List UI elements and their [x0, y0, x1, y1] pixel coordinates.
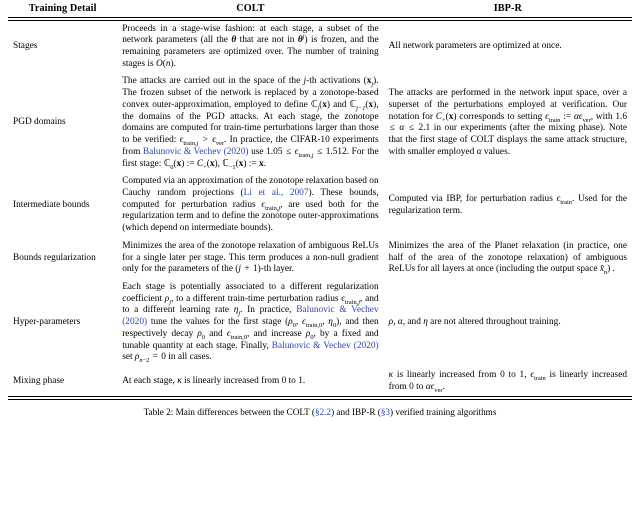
citation-balunovic-vechev[interactable]: Balunovic & Vechev (2020): [271, 340, 379, 351]
cell-mixing-phase-colt: At each stage, κ is linearly increased from 0 to 1.: [122, 375, 306, 386]
rule-top: [8, 17, 632, 18]
cell-pgd-domains-ibpr: The attacks are performed in the network input space, over a superset of the perturbations employed at verification. Our notation for $C_+(x)$ corresponds to setting $\epsilon_{train}$ := $\alpha\epsilon_{ver}$, with 1.6 ≤ α ≤ 2.1 in our experiments (after the mixing phase). Note that the first stage of COLT displays the same attack structure, with smaller employed α values.: [388, 88, 628, 157]
table-container: [8, 0, 632, 396]
comparison-table-body: [8, 21, 632, 397]
header-row: [8, 2, 632, 17]
citation-li-et-al[interactable]: Li et al., 2007: [243, 187, 309, 198]
caption-prefix: Table 2:: [143, 407, 174, 418]
rule-top: [8, 396, 632, 397]
cell-intermediate-bounds-colt: Computed via an approximation of the zonotope relaxation based on Cauchy random projections (Li et al., 2007). These bounds, computed for perturbation radius $\epsilon_{train,j}$, are used both for the regularization term and to define the zonotope outer-approximations (which depend on intermediate bounds).: [122, 176, 379, 234]
section-ref-2-2[interactable]: §2.2: [314, 407, 332, 418]
cell-bounds-regularization-colt: Minimizes the area of the zonotope relaxation of ambiguous ReLUs for a single later per stage. This term produces a non-null gradient only for the parameters of the (j + 1)-th layer.: [122, 240, 379, 275]
row-label-stages: Stages: [13, 41, 38, 52]
table-row: [8, 238, 632, 279]
cell-hyper-parameters-colt: Each stage is potentially associated to a different regularization coefficient $\rho_j$, to a different train-time perturbation radius $\epsilon_{train,j}$, and to a different learning rate $\eta_j$. In practice, Balunovic & Vechev (2020) tune the values for the first stage ($\rho_0$, $\epsilon_{train,0}$, $\eta_0$), and then respectively decay $\rho_0$ and $\epsilon_{train,0}$, and increase $\rho_0$, by a fixed and tunable quantity at each stage. Finally, Balunovic & Vechev (2020) set $\rho_{n-2} = 0$ in all cases.: [122, 281, 379, 365]
table-row: [8, 73, 632, 173]
citation-balunovic-vechev[interactable]: Balunovic & Vechev (2020): [122, 305, 379, 328]
citation-balunovic-vechev[interactable]: Balunovic & Vechev (2020): [142, 146, 249, 157]
row-label-intermediate-bounds: Intermediate bounds: [13, 199, 90, 210]
table-header: [8, 2, 632, 17]
table-caption: Table 2: Main differences between the COLT (§2.2) and IBP-R (§3) verified training algorithms: [143, 407, 497, 418]
cell-bounds-regularization-ibpr: Minimizes the area of the Planet relaxation (in practice, one half of the area of the zonotope relaxation) of ambiguous ReLUs for all layers at once (including the output space $x̂_n$) .: [388, 240, 627, 277]
row-label-bounds-regularization: Bounds regularization: [13, 252, 96, 263]
comparison-table: [8, 2, 632, 17]
row-label-hyper-parameters: Hyper-parameters: [13, 317, 81, 328]
section-ref-3[interactable]: §3: [380, 407, 391, 418]
cell-stages-ibpr: All network parameters are optimized at once.: [388, 41, 562, 52]
cell-hyper-parameters-ibpr: ρ, α, and η are not altered throughout training.: [388, 317, 561, 328]
cell-pgd-domains-colt: The attacks are carried out in the space of the j-th activations $(x_j)$. The frozen subset of the network is replaced by a zonotope-based convex outer-approximation, employed to define ℂ$_j$(x) and ℂ$_{j-1}$(x), the domains of the PGD attacks. At each stage, the zonotope domains are computed for train-time perturbations larger than those to be verified: $\epsilon_{train,j} > \epsilon_{ver}$. In practice, the CIFAR-10 experiments from Balunovic & Vechev (2020) use $1.05 \le \epsilon_{train,j} \le 1.512$. For the first stage: ℂ$_0$(x) := $C_+(x)$, ℂ$_{-1}$(x) := x.: [122, 76, 379, 171]
column-header-colt: COLT: [236, 3, 265, 14]
column-header-training-detail: Training Detail: [28, 3, 97, 14]
table-row: [8, 367, 632, 396]
row-label-pgd-domains: PGD domains: [13, 117, 66, 128]
column-header-ibpr: IBP-R: [493, 3, 522, 14]
table-row: [8, 279, 632, 367]
cell-mixing-phase-ibpr: κ is linearly increased from 0 to 1, $\epsilon_{train}$ is linearly increased from 0 to $\alpha\epsilon_{ver}$.: [388, 370, 628, 394]
row-label-mixing-phase: Mixing phase: [13, 375, 65, 386]
table-row: [8, 21, 632, 74]
cell-stages-colt: Proceeds in a stage-wise fashion: at each stage, a subset of the network parameters (all the θ that are not in $\theta^j$) is frozen, and the remaining parameters are optimized over. The number of training stages is O(n).: [122, 23, 379, 69]
cell-intermediate-bounds-ibpr: Computed via IBP, for perturbation radius $\epsilon_{train}$. Used for the regularization term.: [388, 193, 627, 216]
table-row: [8, 173, 632, 238]
